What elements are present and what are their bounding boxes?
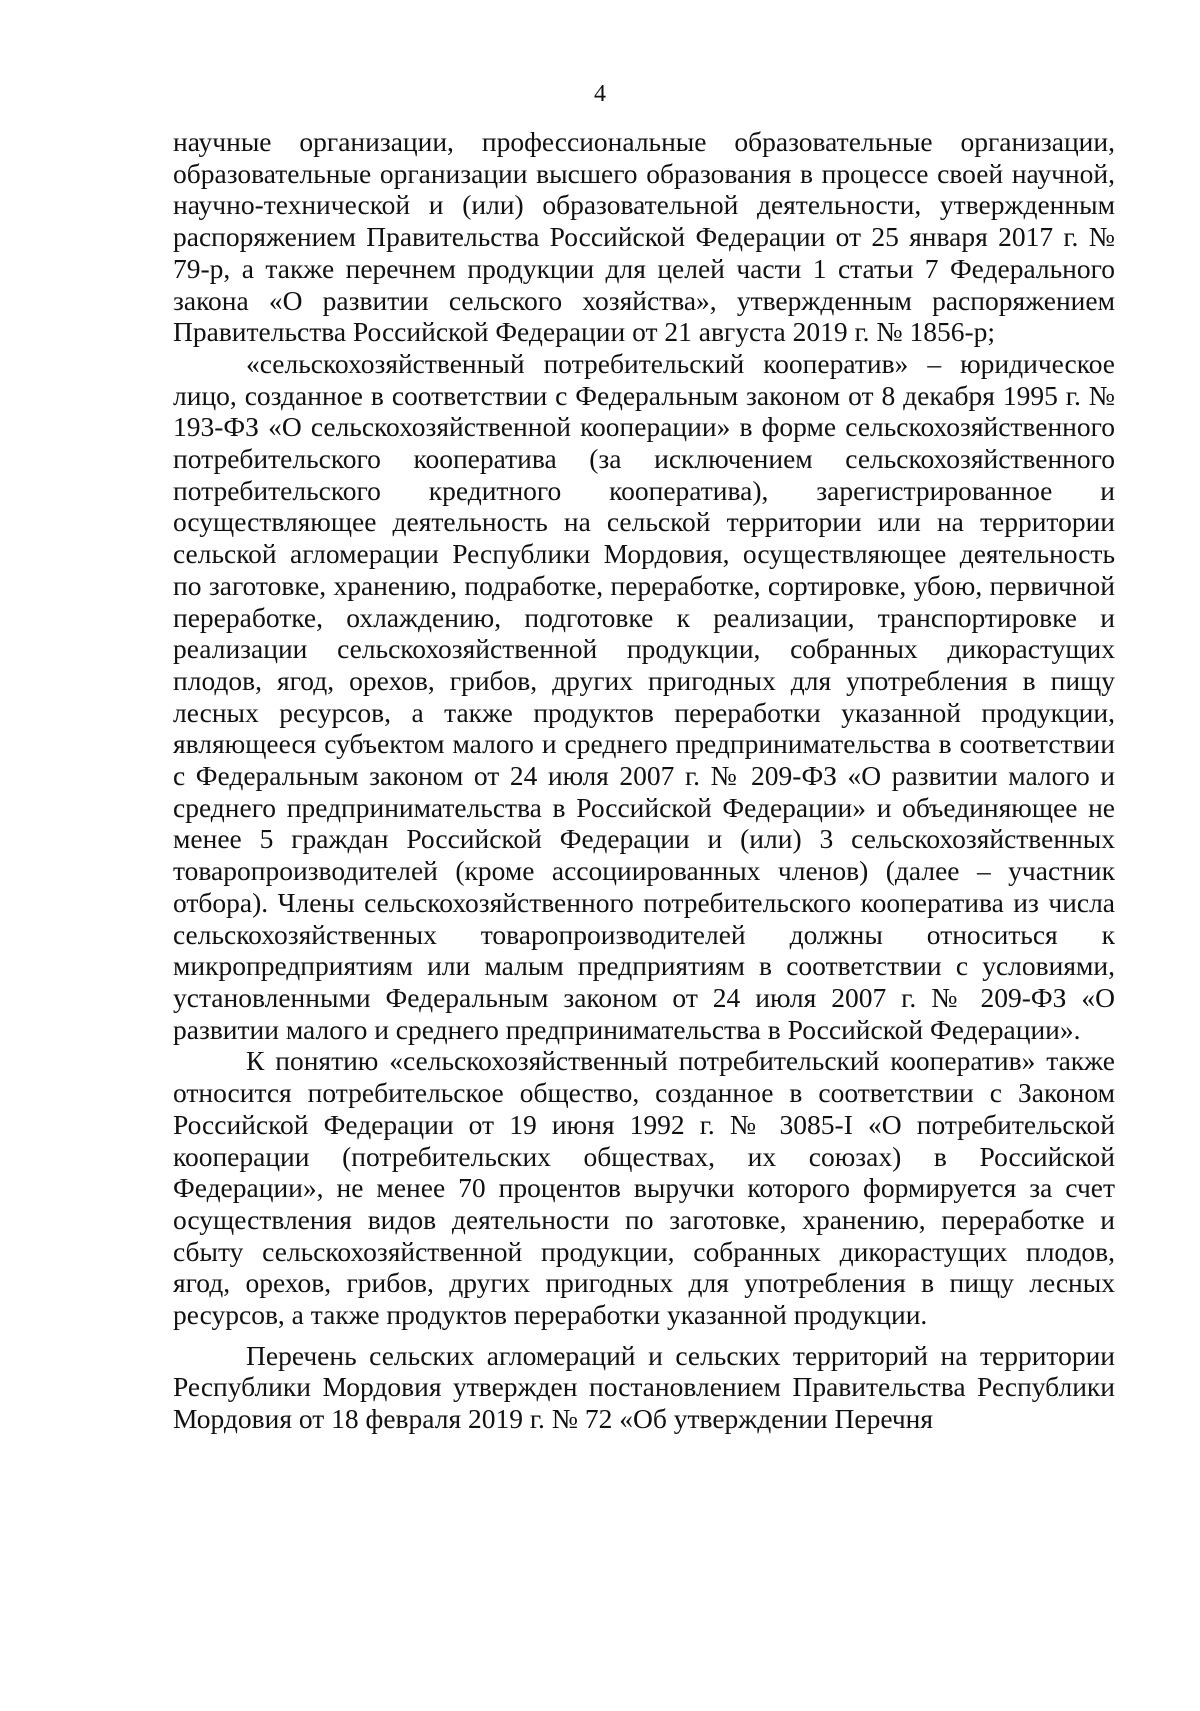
- paragraph-consumer-society: К понятию «сельскохозяйственный потребительский кооператив» также относится потребительское общество, созданное в соответствии с Законом Российской Федерации от 19 июня 1992 г. № 3085-I «О потребительской кооперации (потребительских обществах, их союзах) в Российской Федерации», не менее 70 процентов выручки которого формируется за счет осуществления видов деятельности по заготовке, хранению, переработке и сбыту сельскохозяйственной продукции, собранных дикорастущих плодов, ягод, орехов, грибов, других пригодных для употребления в пищу лесных ресурсов, а также продуктов переработки указанной продукции.: [173, 1045, 1115, 1331]
- page-number: 4: [594, 81, 606, 107]
- document-body: [173, 126, 1115, 1435]
- paragraph-cooperative-definition: «сельскохозяйственный потребительский кооператив» – юридическое лицо, созданное в соответствии с Федеральным законом от 8 декабря 1995 г. № 193-ФЗ «О сельскохозяйственной кооперации» в форме сельскохозяйственного потребительского кооператива (за исключением сельскохозяйственного потребительского кредитного кооператива), зарегистрированное и осуществляющее деятельность на сельской территории или на территории сельской агломерации Республики Мордовия, осуществляющее деятельность по заготовке, хранению, подработке, переработке, сортировке, убою, первичной переработке, охлаждению, подготовке к реализации, транспортировке и реализации сельскохозяйственной продукции, собранных дикорастущих плодов, ягод, орехов, грибов, других пригодных для употребления в пищу лесных ресурсов, а также продуктов переработки указанной продукции, являющееся субъектом малого и среднего предпринимательства в соответствии с Федеральным законом от 24 июля 2007 г. № 209-ФЗ «О развитии малого и среднего предпринимательства в Российской Федерации» и объединяющее не менее 5 граждан Российской Федерации и (или) 3 сельскохозяйственных товаропроизводителей (кроме ассоциированных членов) (далее – участник отбора). Члены сельскохозяйственного потребительского кооператива из числа сельскохозяйственных товаропроизводителей должны относиться к микропредприятиям или малым предприятиям в соответствии с условиями, установленными Федеральным законом от 24 июля 2007 г. № 209-ФЗ «О развитии малого и среднего предпринимательства в Российской Федерации».: [173, 347, 1115, 1045]
- paragraph-continuation: научные организации, профессиональные образовательные организации, образовательные организации высшего образования в процессе своей научной, научно-технической и (или) образовательной деятельности, утвержденным распоряжением Правительства Российской Федерации от 25 января 2017 г. № 79-р, а также перечнем продукции для целей части 1 статьи 7 Федерального закона «О развитии сельского хозяйства», утвержденным распоряжением Правительства Российской Федерации от 21 августа 2019 г. № 1856-р;: [173, 126, 1115, 348]
- paragraph-agglomerations-list: Перечень сельских агломераций и сельских территорий на территории Республики Мордовия утвержден постановлением Правительства Республики Мордовия от 18 февраля 2019 г. № 72 «Об утверждении Перечня: [173, 1339, 1115, 1435]
